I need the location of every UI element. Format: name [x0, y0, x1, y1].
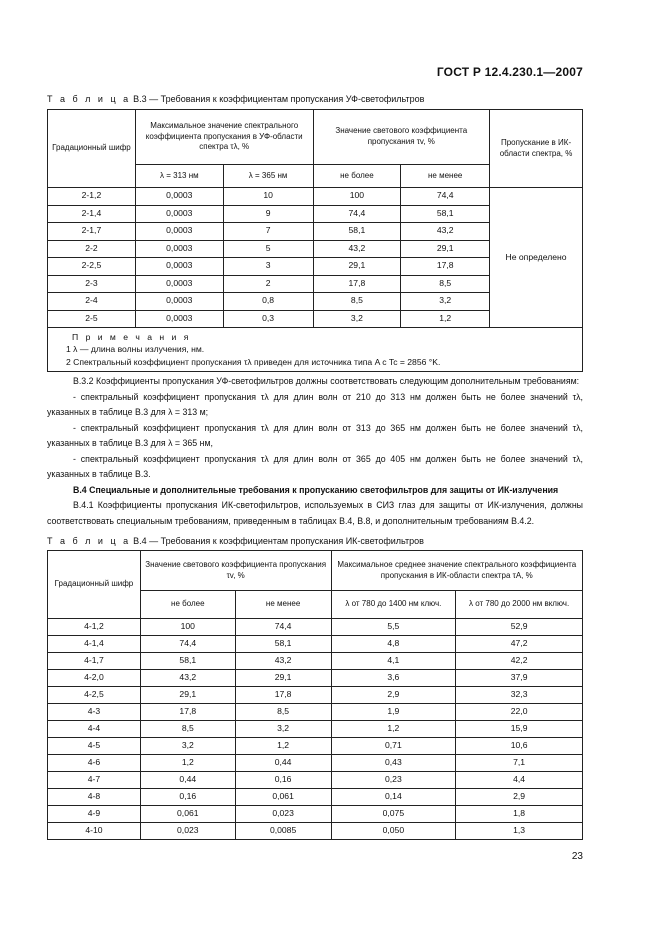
table-cell: 0,050	[331, 823, 456, 840]
table-cell: 58,1	[235, 636, 331, 653]
table-cell: 43,2	[313, 240, 401, 258]
table-cell: 0,075	[331, 806, 456, 823]
table-cell: 29,1	[313, 258, 401, 276]
table-cell: 1,9	[331, 704, 456, 721]
note-2: 2 Спектральный коэффициент пропускания τλ приведен для источника типа A с Tc = 2856 °K.	[66, 356, 441, 367]
paragraph-requirement-3: - спектральный коэффициент пропускания τλ для длин волн от 365 до 405 нм должен быть не более значений τλ, указанных в таблице В.3.	[47, 453, 583, 479]
table-b4-header-ir-1400: λ от 780 до 1400 нм ключ.	[331, 591, 456, 619]
table-cell: 0,023	[140, 823, 235, 840]
table-cell: 1,8	[456, 806, 583, 823]
table-b4-header-ir-2000: λ от 780 до 2000 нм включ.	[456, 591, 583, 619]
table-cell: 29,1	[140, 687, 235, 704]
paragraph-b3-2: В.3.2 Коэффициенты пропускания УФ-светофильтров должны соответствовать следующим дополнительным требованиям:	[73, 376, 580, 386]
table-b3-ir-value: Не определено	[490, 188, 583, 328]
table-b3-caption-prefix: Т а б л и ц а	[47, 94, 131, 104]
table-cell: 4-6	[48, 755, 141, 772]
document-header: ГОСТ Р 12.4.230.1—2007	[436, 65, 583, 79]
table-cell: 1,2	[401, 310, 490, 328]
table-cell: 0,0003	[135, 223, 223, 241]
table-cell: 5,5	[331, 619, 456, 636]
table-cell: 32,3	[456, 687, 583, 704]
table-row	[48, 687, 583, 704]
table-cell: 17,8	[235, 687, 331, 704]
notes-title: П р и м е ч а н и я	[72, 332, 191, 342]
table-cell: 17,8	[313, 275, 401, 293]
table-cell: 8,5	[140, 721, 235, 738]
table-cell: 3,2	[235, 721, 331, 738]
table-cell: 4-2,5	[48, 687, 141, 704]
table-cell: 0,23	[331, 772, 456, 789]
table-row	[48, 772, 583, 789]
table-b4-body	[48, 619, 583, 840]
table-cell: 0,71	[331, 738, 456, 755]
table-row	[48, 636, 583, 653]
table-cell: 2,9	[331, 687, 456, 704]
table-b3	[47, 109, 583, 372]
table-cell: 0,0085	[235, 823, 331, 840]
table-cell: 4-1,4	[48, 636, 141, 653]
table-cell: 43,2	[401, 223, 490, 241]
paragraph-b4-1: В.4.1 Коэффициенты пропускания ИК-светофильтров, используемых в СИЗ глаз для защиты от ИК-излучения, должны соответствовать специальным требованиям, приведенным в таблицах В.4, В.8, и дополнительным требованиям В.4.2.	[47, 500, 583, 526]
table-b3-header-uv-313: λ = 313 нм	[135, 165, 223, 188]
table-cell: 74,4	[140, 636, 235, 653]
table-row	[48, 823, 583, 840]
table-cell: 2-1,2	[48, 188, 136, 206]
table-cell: 58,1	[401, 205, 490, 223]
table-b3-caption	[47, 94, 424, 104]
table-cell: 17,8	[140, 704, 235, 721]
table-cell: 100	[140, 619, 235, 636]
table-cell: 0,0003	[135, 258, 223, 276]
table-cell: 4-1,2	[48, 619, 141, 636]
table-b3-notes	[48, 328, 583, 372]
table-cell: 3,2	[313, 310, 401, 328]
table-cell: 0,43	[331, 755, 456, 772]
table-cell: 8,5	[235, 704, 331, 721]
table-cell: 43,2	[235, 653, 331, 670]
table-cell: 0,44	[235, 755, 331, 772]
table-cell: 0,0003	[135, 293, 223, 311]
table-b4-header-vis-max: не более	[140, 591, 235, 619]
table-cell: 3,2	[140, 738, 235, 755]
table-cell: 4-7	[48, 772, 141, 789]
table-b3-header-uv-365: λ = 365 нм	[223, 165, 313, 188]
table-cell: 2	[223, 275, 313, 293]
section-b4-heading: В.4 Специальные и дополнительные требования к пропусканию светофильтров для защиты от ИК-излучения	[73, 484, 559, 495]
table-b4-caption-prefix: Т а б л и ц а	[47, 536, 131, 546]
paragraph-requirement-1: - спектральный коэффициент пропускания τλ для длин волн от 210 до 313 нм должен быть не более значений τλ, указанных в таблице В.3 для λ = 313 м;	[47, 391, 583, 417]
table-cell: 4-10	[48, 823, 141, 840]
table-cell: 47,2	[456, 636, 583, 653]
table-cell: 15,9	[456, 721, 583, 738]
table-b4-caption	[47, 536, 424, 546]
table-cell: 0,44	[140, 772, 235, 789]
table-row	[48, 789, 583, 806]
table-row	[48, 806, 583, 823]
table-b4	[47, 550, 583, 840]
table-cell: 3,6	[331, 670, 456, 687]
table-cell: 9	[223, 205, 313, 223]
table-cell: 100	[313, 188, 401, 206]
table-row	[48, 738, 583, 755]
table-cell: 5	[223, 240, 313, 258]
table-cell: 2-1,4	[48, 205, 136, 223]
table-cell: 2-1,7	[48, 223, 136, 241]
table-row	[48, 188, 583, 206]
table-row	[48, 721, 583, 738]
section-b3-2-text	[47, 374, 583, 529]
paragraph-requirement-2: - спектральный коэффициент пропускания τλ для длин волн от 313 до 365 нм должен быть не более значений τλ, указанных в таблице В.3 для λ = 365 нм,	[47, 422, 583, 448]
table-row	[48, 653, 583, 670]
table-cell: 4,4	[456, 772, 583, 789]
table-cell: 8,5	[313, 293, 401, 311]
table-cell: 0,0003	[135, 205, 223, 223]
table-cell: 4-1,7	[48, 653, 141, 670]
table-cell: 4-2,0	[48, 670, 141, 687]
table-b3-header-grade: Градационный шифр	[48, 110, 136, 188]
table-cell: 4-8	[48, 789, 141, 806]
table-b3-header-vis-max: не более	[313, 165, 401, 188]
table-cell: 2,9	[456, 789, 583, 806]
table-cell: 10,6	[456, 738, 583, 755]
table-cell: 74,4	[401, 188, 490, 206]
table-cell: 1,2	[331, 721, 456, 738]
table-cell: 29,1	[235, 670, 331, 687]
table-cell: 0,16	[140, 789, 235, 806]
table-cell: 1,3	[456, 823, 583, 840]
table-b4-header-vis-min: не менее	[235, 591, 331, 619]
table-cell: 2-2	[48, 240, 136, 258]
table-cell: 4-4	[48, 721, 141, 738]
table-cell: 2-5	[48, 310, 136, 328]
table-cell: 4-9	[48, 806, 141, 823]
table-row	[48, 755, 583, 772]
table-b4-header-vis: Значение светового коэффициента пропускания τv, %	[140, 551, 331, 591]
table-b3-header-vis-min: не менее	[401, 165, 490, 188]
table-cell: 43,2	[140, 670, 235, 687]
table-cell: 74,4	[313, 205, 401, 223]
table-cell: 1,2	[235, 738, 331, 755]
table-cell: 22,0	[456, 704, 583, 721]
table-cell: 74,4	[235, 619, 331, 636]
table-cell: 0,16	[235, 772, 331, 789]
table-cell: 7,1	[456, 755, 583, 772]
table-cell: 0,0003	[135, 310, 223, 328]
table-cell: 0,023	[235, 806, 331, 823]
table-cell: 37,9	[456, 670, 583, 687]
table-b3-header-uv: Максимальное значение спектрального коэффициента пропускания в УФ-области спектра τλ, %	[135, 110, 313, 165]
table-b4-header-ir: Максимальное среднее значение спектрального коэффициента пропускания в ИК-области спектра τA, %	[331, 551, 582, 591]
table-cell: 8,5	[401, 275, 490, 293]
table-cell: 4-3	[48, 704, 141, 721]
table-cell: 7	[223, 223, 313, 241]
table-row	[48, 670, 583, 687]
table-cell: 52,9	[456, 619, 583, 636]
table-cell: 0,0003	[135, 188, 223, 206]
table-cell: 0,061	[140, 806, 235, 823]
table-b3-header-ir: Пропускание в ИК-области спектра, %	[490, 110, 583, 188]
table-cell: 3,2	[401, 293, 490, 311]
table-cell: 10	[223, 188, 313, 206]
table-cell: 2-4	[48, 293, 136, 311]
table-cell: 0,0003	[135, 275, 223, 293]
table-cell: 0,8	[223, 293, 313, 311]
table-cell: 4-5	[48, 738, 141, 755]
table-b4-header-grade: Градационный шифр	[48, 551, 141, 619]
table-cell: 58,1	[140, 653, 235, 670]
table-row	[48, 704, 583, 721]
table-cell: 1,2	[140, 755, 235, 772]
table-cell: 0,0003	[135, 240, 223, 258]
table-cell: 3	[223, 258, 313, 276]
table-row	[48, 619, 583, 636]
table-cell: 4,8	[331, 636, 456, 653]
table-cell: 0,3	[223, 310, 313, 328]
note-1: 1 λ — длина волны излучения, нм.	[66, 344, 205, 355]
table-cell: 0,14	[331, 789, 456, 806]
page-number: 23	[571, 851, 583, 862]
table-cell: 58,1	[313, 223, 401, 241]
table-b3-notes-cell	[48, 328, 583, 372]
table-cell: 17,8	[401, 258, 490, 276]
table-cell: 2-2,5	[48, 258, 136, 276]
table-b3-header-vis: Значение светового коэффициента пропускания τv, %	[313, 110, 490, 165]
table-b4-caption-text: В.4 — Требования к коэффициентам пропускания ИК-светофильтров	[133, 536, 424, 546]
table-cell: 2-3	[48, 275, 136, 293]
table-b3-caption-text: В.3 — Требования к коэффициентам пропускания УФ-светофильтров	[133, 94, 425, 104]
table-cell: 4,1	[331, 653, 456, 670]
table-cell: 42,2	[456, 653, 583, 670]
table-cell: 0,061	[235, 789, 331, 806]
table-cell: 29,1	[401, 240, 490, 258]
